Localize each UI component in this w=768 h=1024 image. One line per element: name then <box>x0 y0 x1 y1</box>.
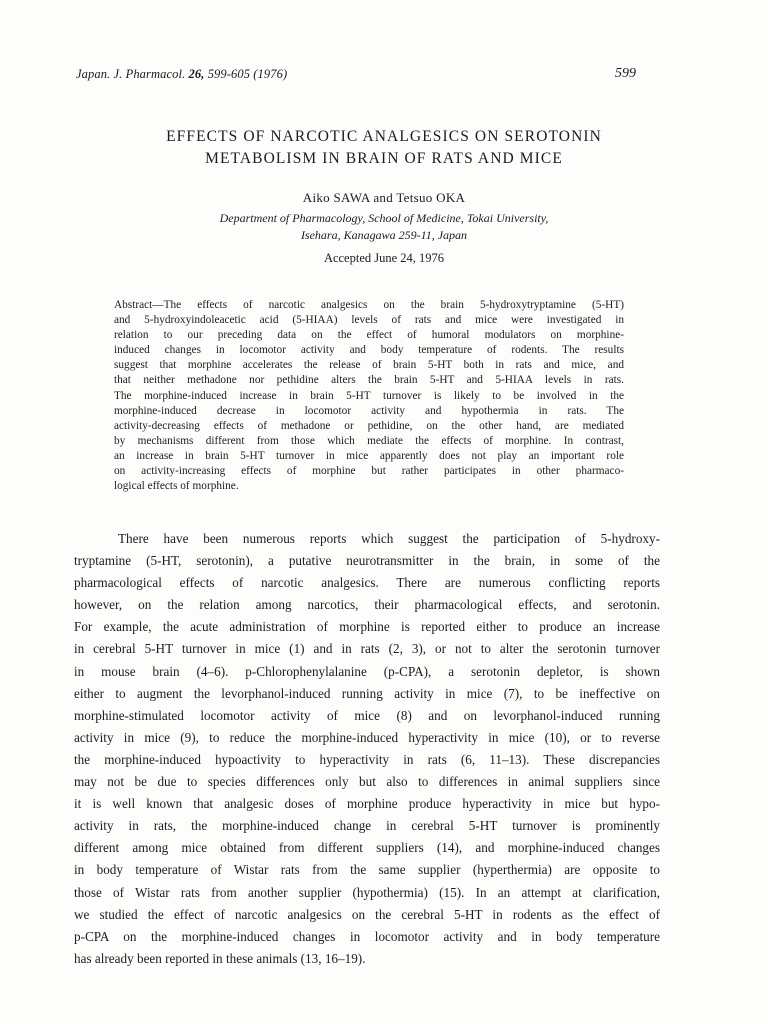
body-line: in mouse brain (4–6). p-Chlorophenylalanine (p-CPA), a serotonin depletor, is shown <box>74 663 660 679</box>
abstract-line: and 5-hydroxyindoleacetic acid (5-HIAA) levels of rats and mice were investigated in <box>114 314 624 327</box>
abstract <box>114 298 624 494</box>
body-line: however, on the relation among narcotics, their pharmacological effects, and serotonin. <box>74 597 660 613</box>
journal-volume: 26, <box>188 67 205 81</box>
abstract-line <box>114 298 624 313</box>
abstract-line: The morphine-induced increase in brain 5-HT turnover is likely to be involved in the <box>114 389 624 402</box>
body-line: pharmacological effects of narcotic analgesics. There are numerous conflicting reports <box>74 575 660 591</box>
page-number: 599 <box>615 66 636 81</box>
accepted-date: Accepted June 24, 1976 <box>323 251 445 265</box>
title-line: METABOLISM IN BRAIN OF RATS AND MICE <box>205 150 563 167</box>
affiliation-line: Department of Pharmacology, School of Medicine, Tokai University, <box>219 211 549 225</box>
body-line: the morphine-induced hypoactivity to hyperactivity in rats (6, 11–13). These discrepancies <box>74 751 660 767</box>
abstract-line: induced changes in locomotor activity and body temperature of rodents. The results <box>114 344 624 357</box>
article-title <box>70 126 698 170</box>
abstract-label: Abstract <box>114 299 153 311</box>
abstract-line: suggest that morphine accelerates the release of brain 5-HT both in rats and mice, and <box>114 359 624 372</box>
abstract-line: that neither methadone nor pethidine alters the brain 5-HT and 5-HIAA levels in rats. <box>114 374 624 387</box>
body-line: p-CPA on the morphine-induced changes in locomotor activity and in body temperature <box>74 928 660 944</box>
body-line: morphine-stimulated locomotor activity of mice (8) and on levorphanol-induced running <box>74 707 660 723</box>
body-line: either to augment the levorphanol-induced running activity in mice (7), to be ineffective on <box>74 685 660 701</box>
running-head <box>76 67 636 82</box>
affiliation-line: Isehara, Kanagawa 259-11, Japan <box>300 228 468 242</box>
body-line: tryptamine (5-HT, serotonin), a putative neurotransmitter in the brain, in some of the <box>74 553 660 569</box>
body-line: it is well known that analgesic doses of morphine produce hyperactivity in mice but hypo- <box>74 796 660 812</box>
abstract-line: logical effects of morphine. <box>114 480 239 493</box>
title-line: EFFECTS OF NARCOTIC ANALGESICS ON SEROTONIN <box>166 128 602 145</box>
body-line: has already been reported in these animals (13, 16–19). <box>74 950 366 966</box>
body-line: we studied the effect of narcotic analgesics on the cerebral 5-HT in rodents as the effect of <box>74 906 660 922</box>
abstract-line: on activity-increasing effects of morphine but rather participates in other pharmaco- <box>114 465 624 478</box>
journal-name: Japan. J. Pharmacol. <box>76 67 186 81</box>
body-line: in body temperature of Wistar rats from the same supplier (hyperthermia) are opposite to <box>74 862 660 878</box>
abstract-line: activity-decreasing effects of methadone or pethidine, on the other hand, are mediated <box>114 419 624 432</box>
body-line: different among mice obtained from different suppliers (14), and morphine-induced changes <box>74 840 660 856</box>
body-line: There have been numerous reports which suggest the participation of 5-hydroxy- <box>118 531 660 546</box>
authors: Aiko SAWA and Tetsuo OKA <box>302 190 466 205</box>
abstract-line: by mechanisms different from those which mediate the effects of morphine. In contrast, <box>114 434 624 447</box>
body-line: those of Wistar rats from another supplier (hypothermia) (15). In an attempt at clarification, <box>74 884 660 900</box>
journal-pages-year: 599-605 (1976) <box>207 67 288 81</box>
body-line: may not be due to species differences only but also to differences in animal suppliers since <box>74 774 660 790</box>
abstract-line: morphine-induced decrease in locomotor activity and hypothermia in rats. The <box>114 404 624 417</box>
body-line: For example, the acute administration of morphine is reported either to produce an increase <box>74 619 660 635</box>
abstract-line: relation to our preceding data on the effect of humoral modulators on morphine- <box>114 329 624 342</box>
body-line: activity in mice (9), to reduce the morphine-induced hyperactivity in mice (10), or to reverse <box>74 729 660 745</box>
affiliation <box>70 210 698 244</box>
body-line: in cerebral 5-HT turnover in mice (1) and in rats (2, 3), or not to alter the serotonin turnover <box>74 641 660 657</box>
body-line: activity in rats, the morphine-induced change in cerebral 5-HT turnover is prominently <box>74 818 660 834</box>
body-paragraph <box>74 528 660 970</box>
abstract-line-text: —The effects of narcotic analgesics on the brain 5-hydroxytryptamine (5-HT) <box>152 299 624 311</box>
abstract-line: an increase in brain 5-HT turnover in mice apparently does not play an important role <box>114 449 624 462</box>
